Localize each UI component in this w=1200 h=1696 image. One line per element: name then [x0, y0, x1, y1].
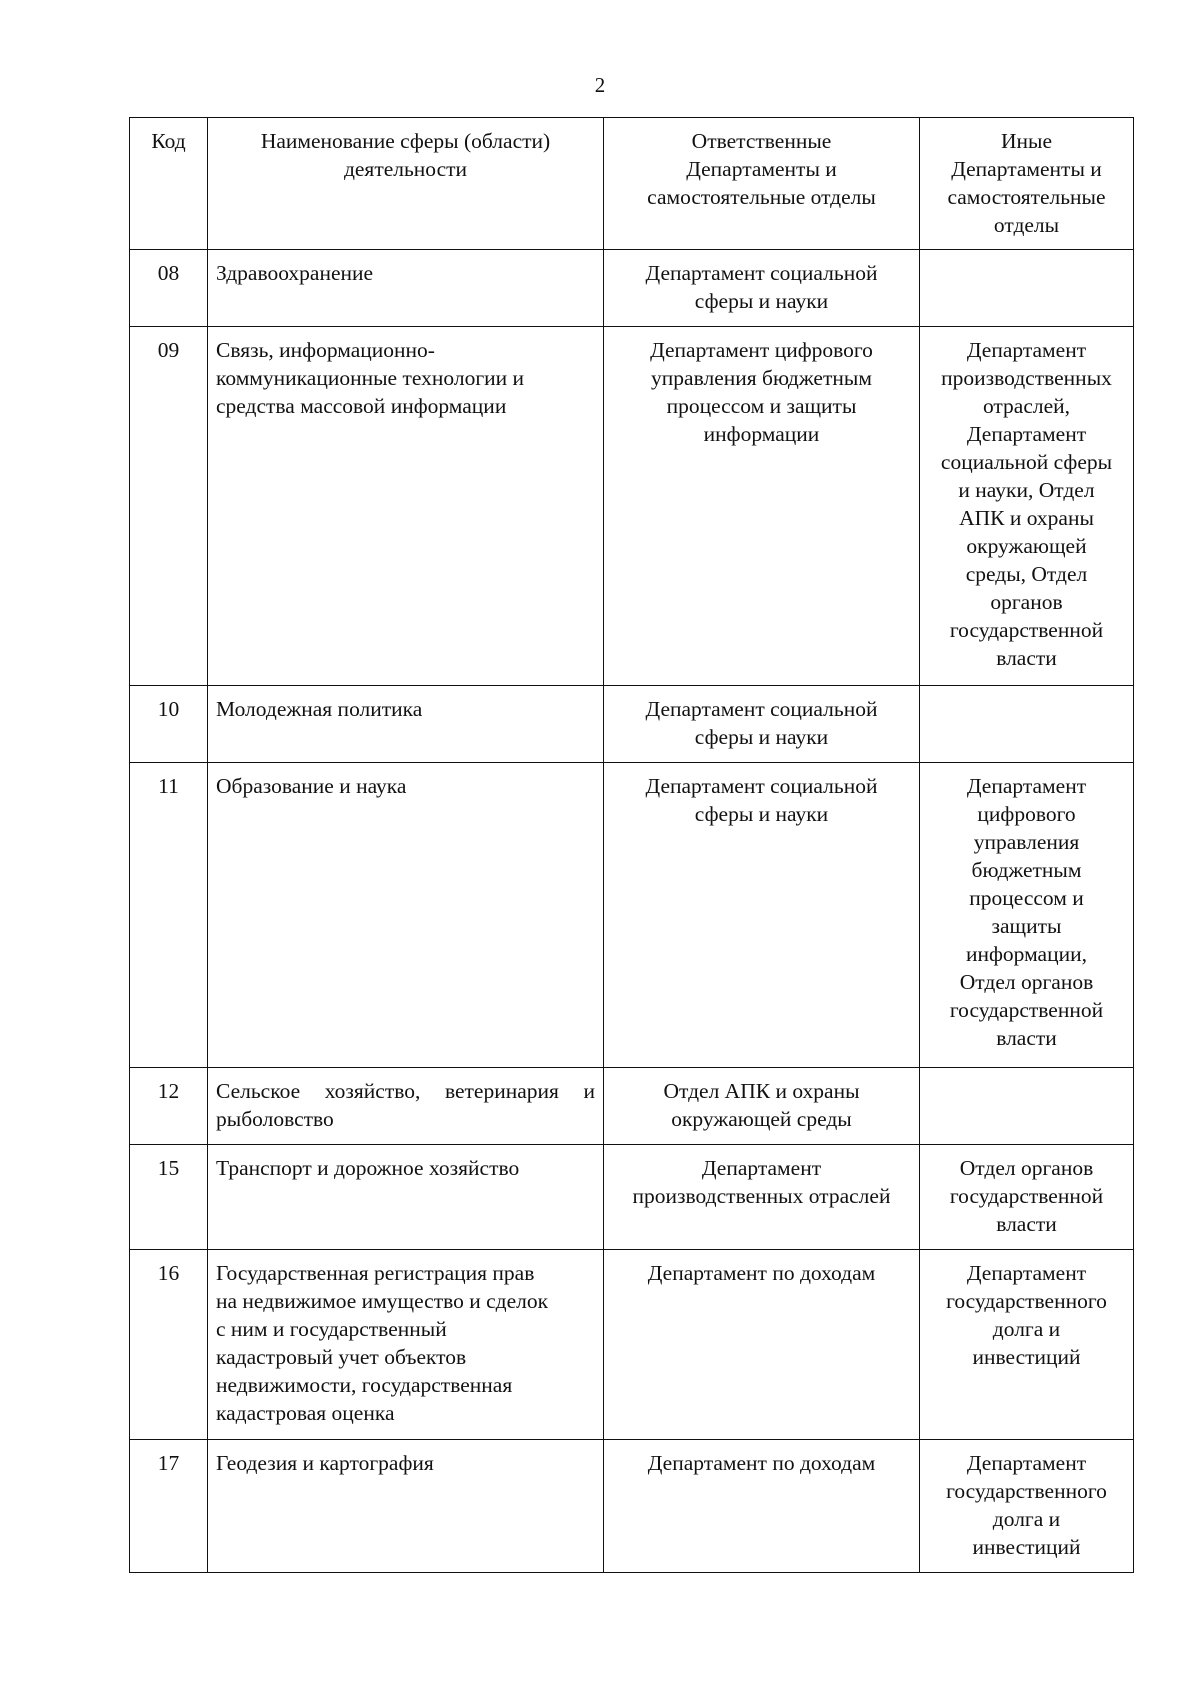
header-code: Код — [130, 118, 208, 250]
row-responsible: Департамент по доходам — [604, 1250, 920, 1440]
table-row — [130, 763, 1134, 1068]
row-name: Здравоохранение — [208, 250, 604, 327]
row-code: 17 — [130, 1440, 208, 1573]
row-other — [920, 1068, 1134, 1145]
header-responsible: Ответственные Департаменты и самостоятельные отделы — [604, 118, 920, 250]
row-name: Молодежная политика — [208, 686, 604, 763]
row-responsible: Департамент социальной сферы и науки — [604, 686, 920, 763]
row-other: Департамент цифрового управления бюджетным процессом и защиты информации, Отдел органов государственной власти — [920, 763, 1134, 1068]
row-responsible: Департамент социальной сферы и науки — [604, 763, 920, 1068]
row-other: Департамент производственных отраслей, Департамент социальной сферы и науки, Отдел АПК и охраны окружающей среды, Отдел органов государственной власти — [920, 327, 1134, 686]
row-name: Государственная регистрация прав на недвижимое имущество и сделок с ним и государственный кадастровый учет объектов недвижимости, государственная кадастровая оценка — [208, 1250, 604, 1440]
row-code: 16 — [130, 1250, 208, 1440]
row-code: 10 — [130, 686, 208, 763]
table-row — [130, 1250, 1134, 1440]
table-row — [130, 1145, 1134, 1250]
row-other: Отдел органов государственной власти — [920, 1145, 1134, 1250]
row-other: Департамент государственного долга и инвестиций — [920, 1250, 1134, 1440]
row-name: Геодезия и картография — [208, 1440, 604, 1573]
row-other — [920, 686, 1134, 763]
row-code: 15 — [130, 1145, 208, 1250]
row-responsible: Департамент по доходам — [604, 1440, 920, 1573]
row-name: Связь, информационно- коммуникационные технологии и средства массовой информации — [208, 327, 604, 686]
row-code: 08 — [130, 250, 208, 327]
table-row — [130, 686, 1134, 763]
row-name: Образование и наука — [208, 763, 604, 1068]
row-other — [920, 250, 1134, 327]
header-name: Наименование сферы (области) деятельности — [208, 118, 604, 250]
row-name: Сельское хозяйство, ветеринария и рыболовство — [208, 1068, 604, 1145]
table-row — [130, 327, 1134, 686]
row-responsible: Департамент социальной сферы и науки — [604, 250, 920, 327]
page-number: 2 — [594, 73, 606, 97]
row-responsible: Департамент цифрового управления бюджетным процессом и защиты информации — [604, 327, 920, 686]
row-name: Транспорт и дорожное хозяйство — [208, 1145, 604, 1250]
table-row — [130, 250, 1134, 327]
row-responsible: Департамент производственных отраслей — [604, 1145, 920, 1250]
header-other: Иные Департаменты и самостоятельные отделы — [920, 118, 1134, 250]
row-code: 11 — [130, 763, 208, 1068]
departments-table — [129, 117, 1134, 1573]
table-row — [130, 1440, 1134, 1573]
table-header-row — [130, 118, 1134, 250]
row-other: Департамент государственного долга и инвестиций — [920, 1440, 1134, 1573]
row-responsible: Отдел АПК и охраны окружающей среды — [604, 1068, 920, 1145]
table-row — [130, 1068, 1134, 1145]
row-code: 09 — [130, 327, 208, 686]
row-code: 12 — [130, 1068, 208, 1145]
